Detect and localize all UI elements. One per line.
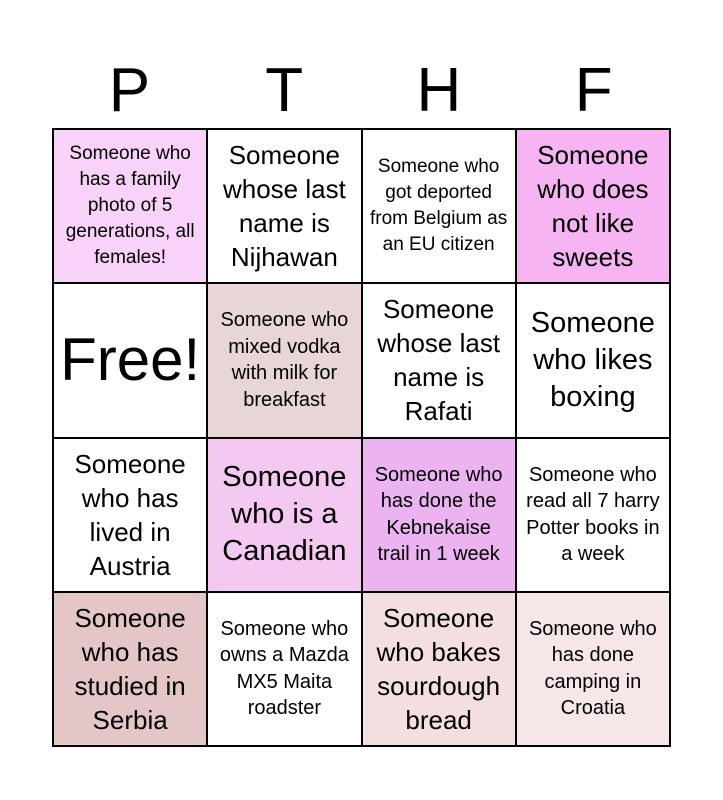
bingo-cell[interactable] <box>207 283 361 437</box>
bingo-cell[interactable] <box>53 129 207 283</box>
cell-text: Someone who got deported from Belgium as an EU citizen <box>369 156 508 256</box>
cell-text: Someone who mixed vodka with milk for breakfast <box>220 309 349 411</box>
bingo-cell[interactable] <box>362 129 516 283</box>
cell-text: Someone who bakes sourdough bread <box>376 602 501 735</box>
cell-text: Someone who likes boxing <box>530 306 655 413</box>
cell-text: Someone who is a Canadian <box>222 461 347 568</box>
cell-text: Free! <box>60 326 201 394</box>
bingo-cell[interactable] <box>516 129 670 283</box>
bingo-grid <box>52 128 671 747</box>
bingo-cell[interactable] <box>207 129 361 283</box>
cell-text: Someone who has lived in Austria <box>74 448 186 581</box>
cell-text: Someone who has done camping in Croatia <box>528 617 657 720</box>
bingo-cell[interactable] <box>362 592 516 746</box>
free-cell[interactable] <box>53 283 207 437</box>
cell-text: Someone who has done the Kebnekaise trail in 1 week <box>374 463 503 566</box>
header-letter: P <box>108 56 151 125</box>
bingo-cell[interactable] <box>516 592 670 746</box>
bingo-cell[interactable] <box>516 283 670 437</box>
cell-text: Someone who has studied in Serbia <box>74 602 186 735</box>
bingo-cell[interactable] <box>53 592 207 746</box>
bingo-cell[interactable] <box>362 438 516 592</box>
header-letter: T <box>265 56 304 125</box>
cell-text: Someone who owns a Mazda MX5 Maita roadster <box>219 617 349 720</box>
cell-text: Someone whose last name is Nijhawan <box>222 140 346 273</box>
cell-text: Someone who has a family photo of 5 generations, all females! <box>65 143 195 269</box>
bingo-cell[interactable] <box>207 592 361 746</box>
bingo-cell[interactable] <box>362 283 516 437</box>
header-letter: F <box>574 56 613 125</box>
bingo-header <box>52 58 671 124</box>
bingo-cell[interactable] <box>516 438 670 592</box>
cell-text: Someone who read all 7 harry Potter books in a week <box>526 463 660 566</box>
bingo-cell[interactable] <box>53 438 207 592</box>
cell-text: Someone whose last name is Rafati <box>377 294 501 427</box>
header-letter: H <box>416 56 462 125</box>
bingo-cell[interactable] <box>207 438 361 592</box>
cell-text: Someone who does not like sweets <box>537 140 649 273</box>
